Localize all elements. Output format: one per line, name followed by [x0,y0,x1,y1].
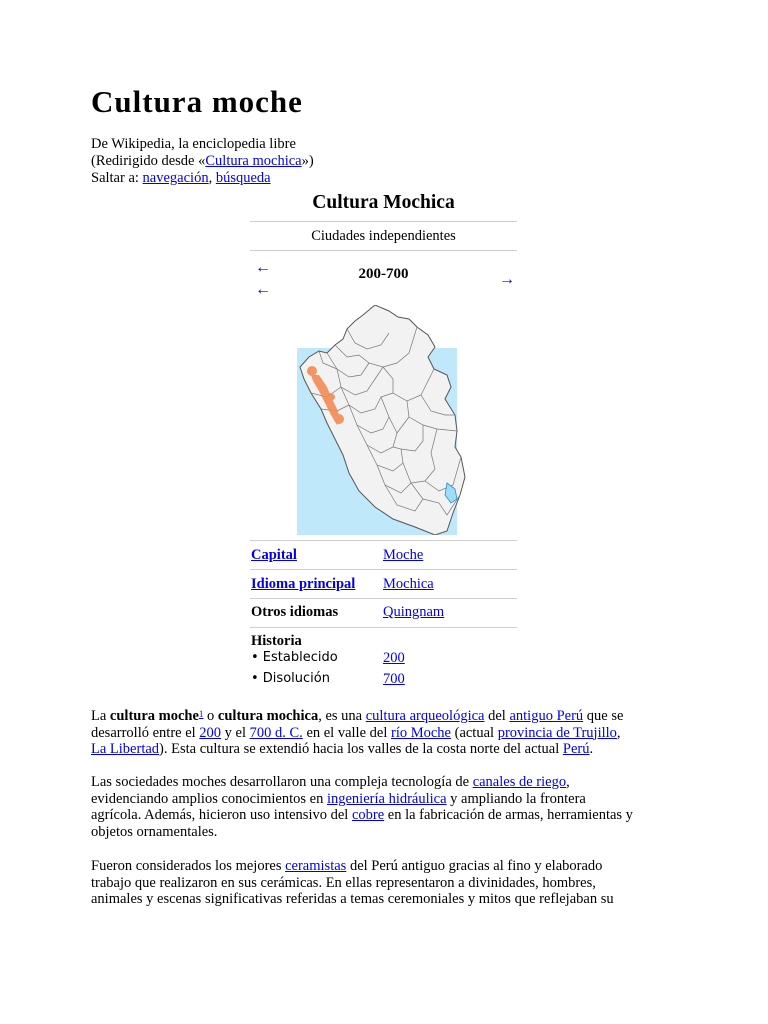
previous-arrow-icon[interactable]: ← [255,259,271,276]
hydraulic-engineering-link[interactable]: ingeniería hidráulica [326,790,447,807]
main-language-value-link[interactable]: Mochica [383,576,434,592]
previous-arrow-icon[interactable]: ← [255,281,271,298]
paragraph-line: desarrolló entre el 200 y el 700 d. C. en el valle del río Moche (actual provincia de Trujillo, [91,724,621,741]
paragraph-line: La cultura moche$^1$ o cultura mochica, es una cultura arqueológica del antiguo Perú que se [91,708,624,724]
year-700-link[interactable]: 700 d. C. [249,724,303,741]
trujillo-province-link[interactable]: provincia de Trujillo [497,724,617,741]
paragraph-line: evidenciando amplios conocimientos en ingeniería hidráulica y ampliando la frontera [91,790,586,807]
history-dissolution-link[interactable]: 700 [383,671,405,687]
infobox-divider [250,569,517,570]
history-dissolution-label: • Disolución [251,671,330,686]
peru-link[interactable]: Perú [562,741,590,758]
redirect-notice: (Redirigido desde «Cultura mochica») [91,153,314,169]
archaeological-culture-link[interactable]: cultura arqueológica [365,708,485,724]
jump-search-link[interactable]: búsqueda [215,170,271,186]
la-libertad-link[interactable]: La Libertad [91,741,160,758]
paragraph-ceramics [91,858,691,908]
ceramists-link[interactable]: ceramistas [285,858,347,874]
page-title: Cultura moche [91,84,303,119]
next-arrow-icon[interactable]: → [499,271,515,288]
wikipedia-tagline: De Wikipedia, la enciclopedia libre [91,136,296,152]
infobox-divider [250,598,517,599]
copper-link[interactable]: cobre [351,807,385,824]
paragraph-line: trabajo que realizaron en sus cerámicas. En ellas representaron a divinidades, hombres, [91,874,596,891]
infobox-title: Cultura Mochica [312,192,455,213]
paragraph-technology [91,774,691,840]
ancient-peru-link[interactable]: antiguo Perú [509,708,584,724]
infobox-row-capital [250,547,517,567]
main-language-label-link[interactable]: Idioma principal [251,576,356,592]
infobox-years: 200-700 [358,266,409,282]
jump-navigation-link[interactable]: navegación [142,170,209,186]
paragraph-line: Fueron considerados los mejores ceramistas del Perú antiguo gracias al fino y elaborado [91,858,603,874]
infobox-divider [250,627,517,628]
infobox-divider [250,250,517,251]
paragraph-line: agrícola. Además, hicieron uso intensivo del cobre en la fabricación de armas, herramientas y [91,807,633,824]
infobox-divider [250,221,517,222]
history-established-label: • Establecido [251,650,338,665]
paragraph-line: animales y escenas significativas referidas a temas ceremoniales y mitos que reflejaban su [91,891,614,908]
paragraph-line: Las sociedades moches desarrollaron una compleja tecnología de canales de riego, [91,774,570,790]
redirect-link[interactable]: Cultura mochica [205,153,302,169]
capital-value-link[interactable]: Moche [383,547,424,563]
history-established-link[interactable]: 200 [383,650,405,666]
other-languages-value-link[interactable]: Quingnam [383,604,445,620]
peru-map[interactable] [297,305,477,535]
capital-label-link[interactable]: Capital [251,547,297,563]
paragraph-intro [91,708,691,758]
infobox-divider [250,540,517,541]
history-heading: Historia [251,633,302,649]
irrigation-canals-link[interactable]: canales de riego [472,774,567,790]
year-200-link[interactable]: 200 [199,724,222,741]
moche-river-link[interactable]: río Moche [390,724,451,741]
infobox-subtitle: Ciudades independientes [311,228,456,244]
infobox-row-main-language [250,576,517,596]
infobox-row-other-languages [250,604,517,624]
footnote-link[interactable]: 1 [198,709,204,719]
other-languages-label: Otros idiomas [251,604,339,620]
paragraph-line: objetos ornamentales. [91,823,218,840]
paragraph-line: La Libertad). Esta cultura se extendió hacia los valles de la costa norte del actual Perú. [91,741,594,758]
jump-links: Saltar a: navegación, búsqueda [91,170,271,186]
